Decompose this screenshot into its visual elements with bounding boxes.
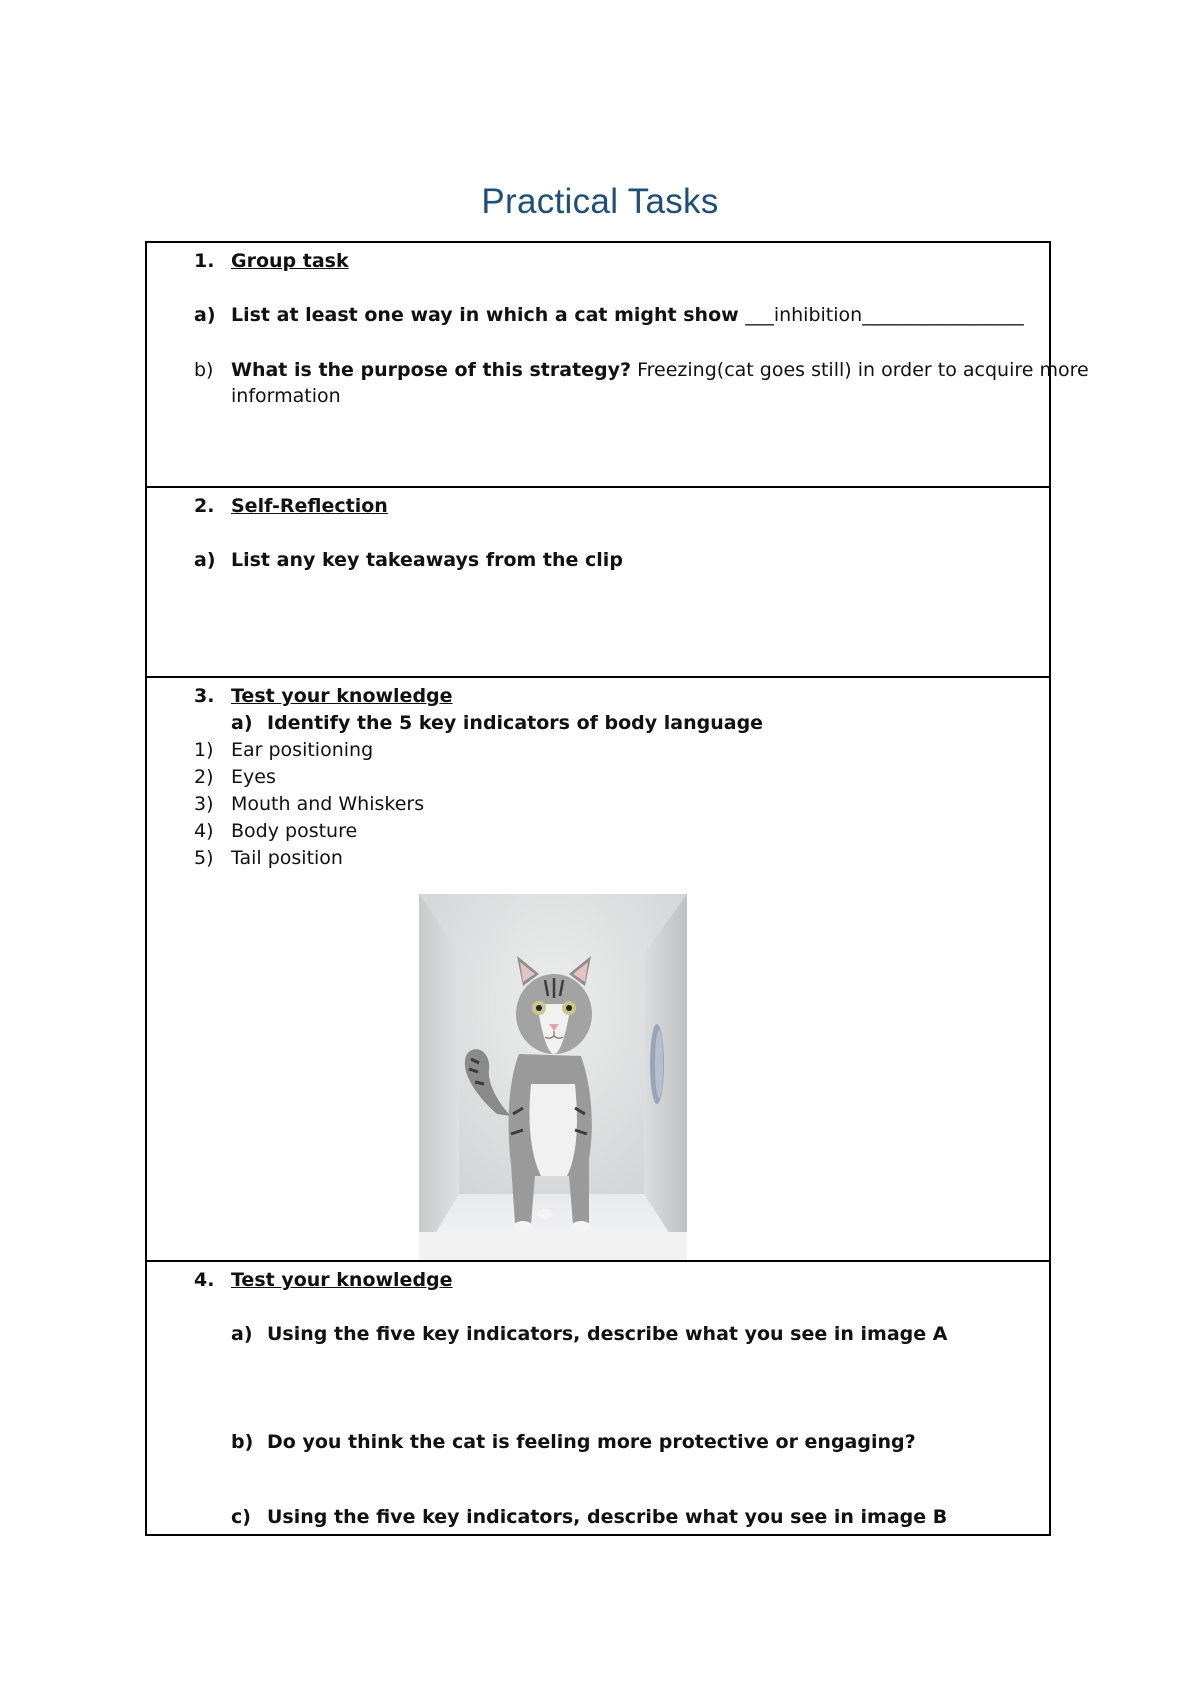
- section-heading: Test your knowledge: [231, 685, 453, 707]
- section-heading: Test your knowledge: [231, 1269, 453, 1291]
- section-heading: Self-Reflection: [231, 495, 388, 517]
- indicator-item: Tail position: [231, 847, 343, 869]
- question-b-text: What is the purpose of this strategy?: [231, 359, 632, 381]
- question-c-text: Using the five key indicators, describe what you see in image B: [267, 1506, 948, 1528]
- section-test-knowledge-1: [147, 678, 1049, 1262]
- indicator-item: Ear positioning: [231, 739, 374, 761]
- cat-photo: [419, 894, 687, 1260]
- indicator-marker: 4): [194, 820, 214, 842]
- item-marker: a): [231, 1323, 253, 1345]
- section-number: 4.: [194, 1269, 215, 1291]
- question-b: [231, 357, 1089, 383]
- question-a-text: Identify the 5 key indicators of body language: [267, 712, 764, 734]
- question-a-text: Using the five key indicators, describe what you see in image A: [267, 1323, 948, 1345]
- indicator-marker: 2): [194, 766, 214, 788]
- section-self-reflection: [147, 488, 1049, 678]
- section-test-knowledge-2: [147, 1262, 1049, 1534]
- answer-b-line2: information: [231, 385, 341, 407]
- indicator-marker: 1): [194, 739, 214, 761]
- question-a-text: List at least one way in which a cat might show: [231, 304, 746, 326]
- item-marker: c): [231, 1506, 251, 1528]
- indicator-marker: 5): [194, 847, 214, 869]
- item-marker: a): [231, 712, 253, 734]
- indicator-item: Body posture: [231, 820, 358, 842]
- question-a: [231, 302, 1024, 328]
- indicator-marker: 3): [194, 793, 214, 815]
- question-a-text: List any key takeaways from the clip: [231, 549, 623, 571]
- page-title: Practical Tasks: [481, 182, 719, 221]
- item-marker: a): [194, 304, 216, 326]
- answer-a: inhibition: [773, 304, 863, 326]
- section-group-task: [147, 243, 1089, 488]
- section-number: 1.: [194, 250, 215, 272]
- indicator-item: Eyes: [231, 766, 276, 788]
- section-number: 3.: [194, 685, 215, 707]
- indicator-item: Mouth and Whiskers: [231, 793, 425, 815]
- question-b-text: Do you think the cat is feeling more protective or engaging?: [267, 1431, 916, 1453]
- section-number: 2.: [194, 495, 215, 517]
- answer-b-line1: Freezing(cat goes still) in order to acquire more: [631, 359, 1089, 381]
- blank-before: ___: [745, 304, 774, 326]
- section-heading: Group task: [231, 250, 349, 272]
- task-table: [145, 241, 1089, 1536]
- blank-after: _________________: [862, 304, 1024, 326]
- item-marker: b): [231, 1431, 254, 1453]
- item-marker: b): [194, 359, 214, 381]
- item-marker: a): [194, 549, 216, 571]
